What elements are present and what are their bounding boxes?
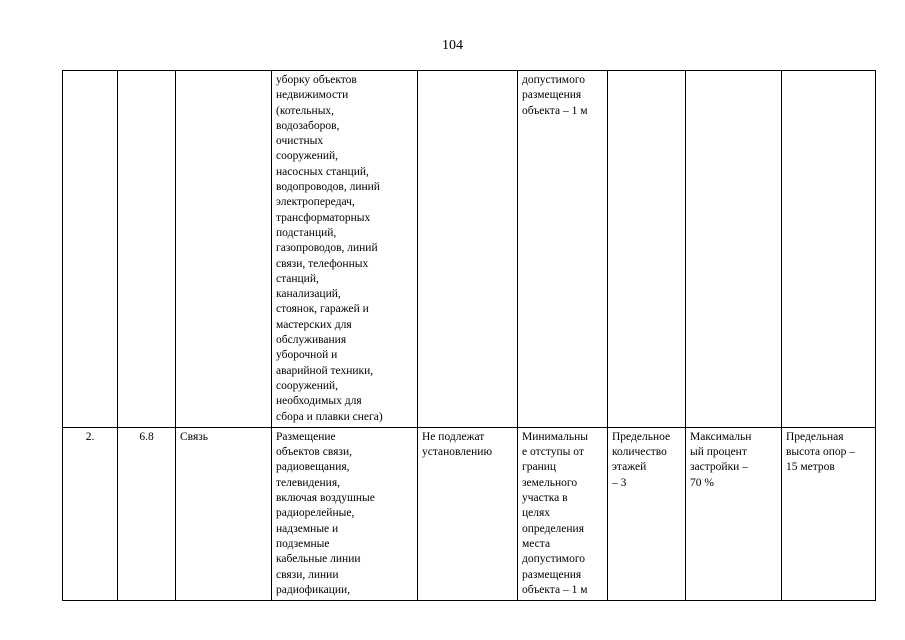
cell-code [118,71,176,428]
cell-code: 6.8 [118,427,176,600]
cell-number: 2. [63,427,118,600]
cell-name [176,71,272,428]
cell-coverage [686,71,782,428]
cell-description: уборку объектов недвижимости (котельных, водозаборов, очистных сооружений, насосных станций, водопроводов, линий электропередач, трансформаторных подстанций, газопроводов, линий связи, телефонных станций, канализаций, стоянок, гаражей и мастерских для обслуживания уборочной и аварийной техники, сооружений, необходимых для сбора и плавки снега) [272,71,418,428]
cell-name: Связь [176,427,272,600]
cell-coverage: Максимальн ый процент застройки – 70 % [686,427,782,600]
table-row [63,427,876,600]
cell-area: Не подлежат установлению [418,427,518,600]
page-number: 104 [442,38,463,53]
table-row [63,71,876,428]
cell-floors: Предельное количество этажей – 3 [608,427,686,600]
cell-number [63,71,118,428]
zoning-table [62,70,876,601]
cell-height [782,71,876,428]
cell-setback: Минимальны е отступы от границ земельного участка в целях определения места допустимого размещения объекта – 1 м [518,427,608,600]
cell-height: Предельная высота опор – 15 метров [782,427,876,600]
cell-setback: допустимого размещения объекта – 1 м [518,71,608,428]
cell-area [418,71,518,428]
cell-floors [608,71,686,428]
cell-description: Размещение объектов связи, радиовещания, телевидения, включая воздушные радиорелейные, надземные и подземные кабельные линии связи, линии радиофикации, [272,427,418,600]
